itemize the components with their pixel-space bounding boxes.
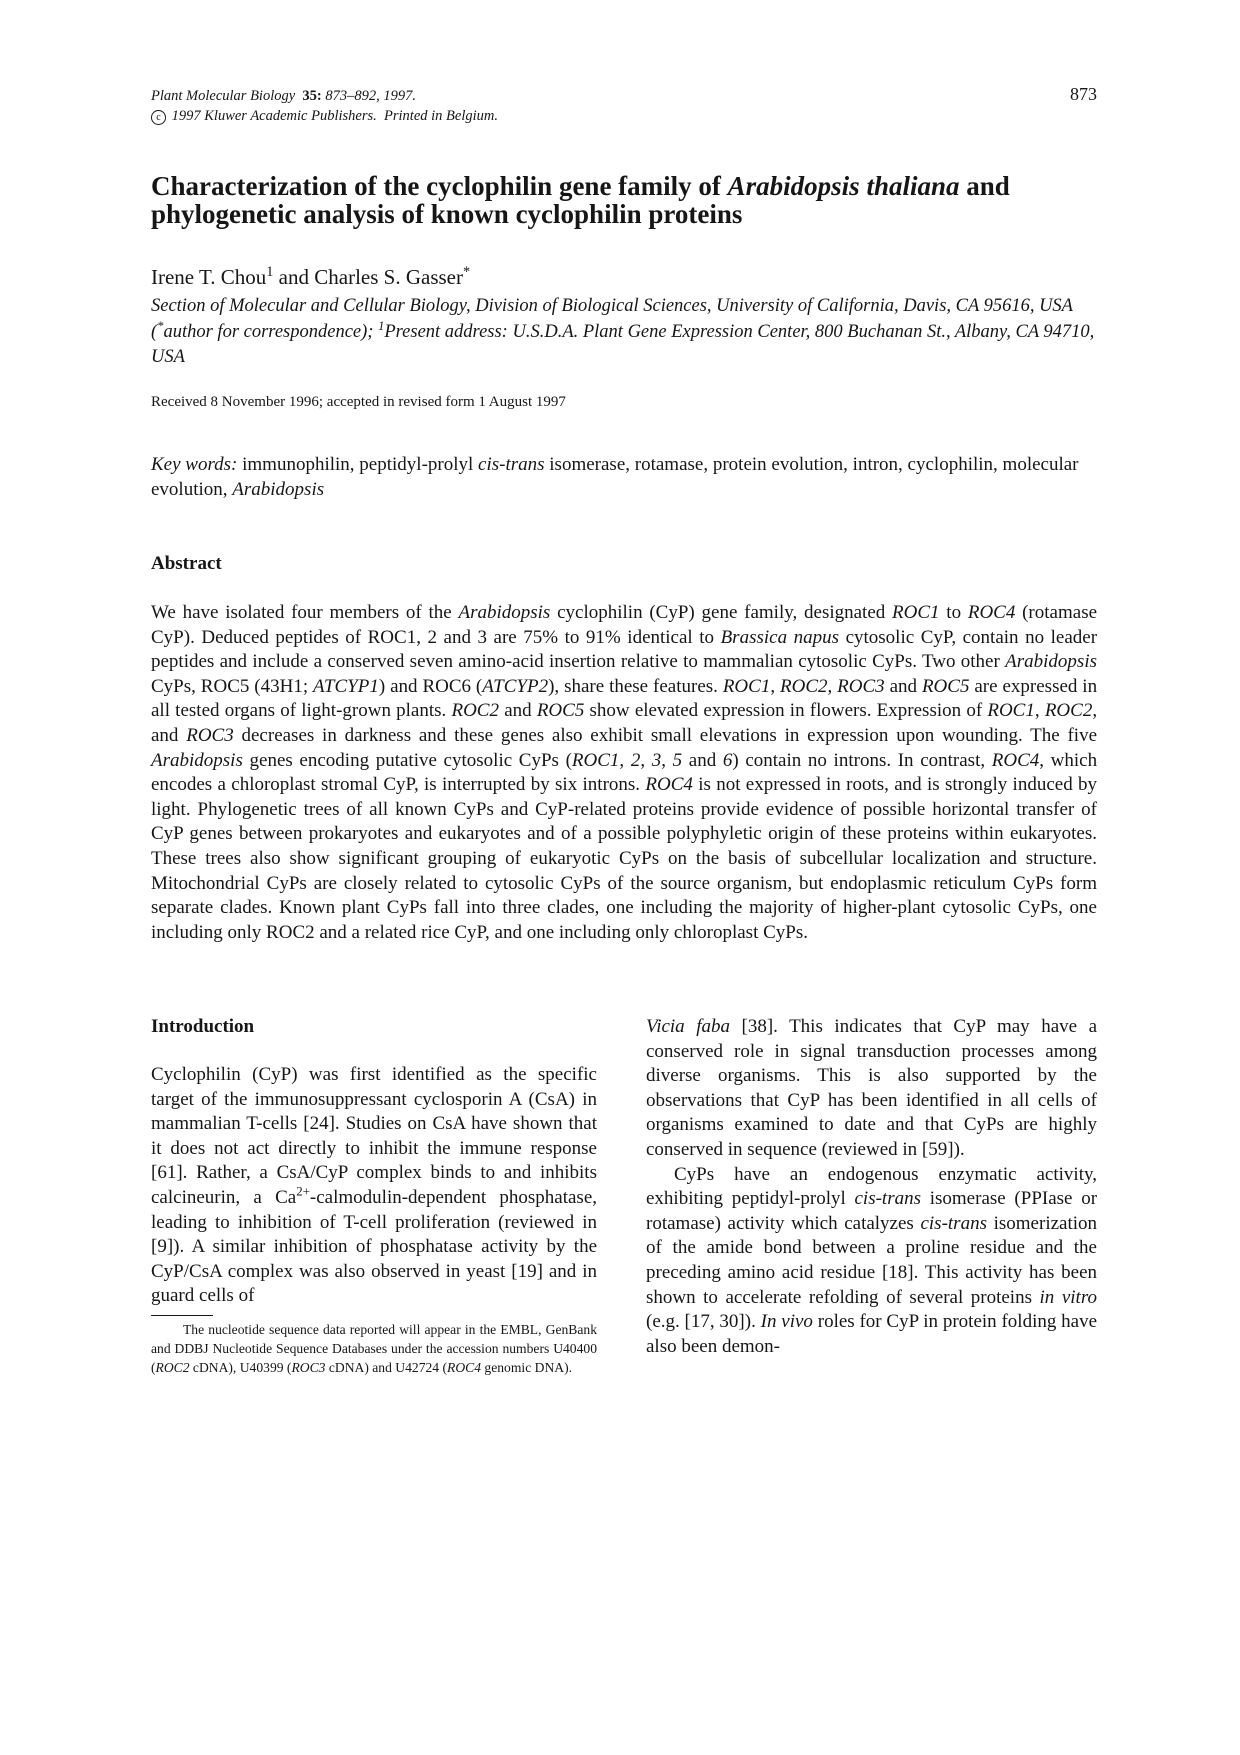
- running-header: [151, 86, 1097, 126]
- title-part2: and phylogenetic analysis of known cyclophilin proteins: [151, 171, 1010, 229]
- abstract-text: ) and ROC6 (: [378, 675, 483, 697]
- intro-italic: Vicia faba: [646, 1016, 730, 1037]
- footnote-italic: ROC2: [155, 1360, 190, 1375]
- abstract-text: genes encoding putative cytosolic CyPs (: [249, 749, 572, 771]
- abstract-italic: 3: [651, 749, 662, 771]
- keywords-italic: cis-trans: [478, 454, 545, 475]
- intro-text: (e.g. [17, 30]).: [646, 1311, 756, 1333]
- correspondence-note: author for correspondence);: [163, 321, 379, 342]
- abstract-text: ,: [661, 749, 666, 771]
- abstract-text: ,: [827, 675, 833, 697]
- journal-name: Plant Molecular Biology: [151, 88, 296, 104]
- title-species: Arabidopsis thaliana: [727, 171, 960, 201]
- abstract-italic: ROC5: [536, 700, 585, 722]
- abstract-italic: ROC4: [991, 749, 1040, 771]
- author-list: [151, 264, 1097, 290]
- abstract-italic: ROC4: [645, 774, 693, 796]
- present-address-mark: 1: [378, 318, 385, 333]
- abstract-italic: ROC3: [837, 675, 885, 697]
- abstract-text: CyPs, ROC5 (43H1;: [151, 675, 309, 697]
- abstract-italic: ROC1: [892, 602, 940, 623]
- keywords-italic: Arabidopsis: [232, 478, 325, 500]
- article-title: [151, 172, 1097, 228]
- abstract-heading: Abstract: [151, 553, 222, 574]
- abstract-italic: 5: [672, 749, 683, 771]
- intro-superscript: 2+: [296, 1183, 310, 1199]
- intro-text: -calmodulin-dependent phosphatase, leading to inhibition of T-cell proliferation (reviewed in [9]). A similar inhibition of phosphatase activity by the CyP/CsA complex was also observed in yeast [19] and in guard cells of: [151, 1186, 597, 1307]
- page-range: 873–892, 1997.: [325, 88, 417, 104]
- abstract-text: cytosolic CyP, contain no leader peptides and include a conserved seven amino-acid insertion relative to mammalian cytosolic CyPs. Two other: [151, 626, 1098, 673]
- abstract-text: (rotamase CyP). Deduced peptides of ROC1, 2 and 3 are 75% to 91% identical to: [151, 602, 1098, 648]
- abstract-text: ,: [1034, 700, 1040, 722]
- abstract-italic: ROC4: [967, 602, 1016, 623]
- affiliation: [151, 294, 1097, 371]
- abstract-italic: 2: [630, 749, 641, 771]
- keywords: [151, 453, 1097, 502]
- abstract-italic: ROC1: [571, 749, 620, 771]
- abstract-italic: 6: [722, 749, 733, 771]
- citation-line: [151, 86, 1097, 106]
- abstract-text: ,: [640, 749, 646, 771]
- author-2: Charles S. Gasser: [314, 265, 463, 289]
- page-number: 873: [1070, 84, 1097, 104]
- abstract-italic: ROC5: [921, 675, 970, 697]
- abstract-text: , and: [151, 700, 1098, 746]
- abstract-italic: Arabidopsis: [458, 602, 551, 623]
- introduction-heading: Introduction: [151, 1016, 255, 1037]
- received-dates: Received 8 November 1996; accepted in revised form 1 August 1997: [151, 394, 566, 410]
- intro-text: isomerase (PPIase or rotamase) activity which catalyzes: [646, 1188, 1098, 1234]
- abstract-text: , which encodes a chloroplast stromal CyP, is interrupted by six introns.: [151, 749, 1098, 796]
- abstract-italic: ROC1: [987, 700, 1035, 722]
- intro-paragraph-1-continued: [646, 1015, 1097, 1163]
- abstract-italic: ATCYP1: [313, 675, 379, 697]
- abstract-text: is not expressed in roots, and is strongly induced by light. Phylogenetic trees of all known CyPs and CyP-related proteins provide evidence of possible horizontal transfer of CyP genes between prokaryotes and eukaryotes and of a possible polyphyletic origin of these proteins within eukaryotes. These trees also show significant grouping of eukaryotic CyPs on the basis of subcellular localization and structure. Mitochondrial CyPs are closely related to cytosolic CyPs of the source organism, but endoplasmic reticulum CyPs form separate clades. Known plant CyPs fall into three clades, one including the majority of higher-plant cytosolic CyPs, one including only ROC2 and a related rice CyP, and one including only chloroplast CyPs.: [151, 774, 1098, 943]
- intro-text: CyPs have an endogenous enzymatic activity, exhibiting peptidyl-prolyl: [646, 1163, 1097, 1210]
- abstract-text: ,: [619, 749, 625, 771]
- keywords-text: isomerase, rotamase, protein evolution, intron, cyclophilin, molecular evolution,: [151, 454, 1079, 500]
- abstract-italic: ROC2: [451, 700, 499, 722]
- footnote-rule: [151, 1315, 213, 1316]
- keywords-label: Key words:: [151, 454, 238, 475]
- publisher: Kluwer Academic Publishers.: [204, 108, 377, 124]
- abstract-text: and: [688, 749, 717, 771]
- author-1-mark: 1: [266, 264, 274, 280]
- abstract-italic: Brassica napus: [720, 626, 840, 648]
- abstract-text: show elevated expression in flowers. Expression of: [589, 700, 983, 722]
- intro-text: isomerization of the amide bond between a proline residue and the preceding amino acid residue [18]. This activity has been shown to accelerate refolding of several proteins: [646, 1212, 1098, 1308]
- volume: 35:: [302, 88, 322, 104]
- intro-italic: cis-trans: [920, 1212, 987, 1234]
- abstract-italic: ROC2: [780, 675, 828, 697]
- left-column: [151, 1015, 597, 1309]
- author-conjunction: and: [278, 265, 309, 289]
- copyright-year: 1997: [171, 108, 201, 124]
- abstract-text: ) contain no introns. In contrast,: [732, 749, 986, 771]
- abstract-text: We have isolated four members of the: [151, 602, 452, 623]
- abstract-text: are expressed in all tested organs of light-grown plants.: [151, 675, 1098, 722]
- present-address: Present address: U.S.D.A. Plant Gene Expression Center, 800 Buchanan St., Albany, CA 94710, USA: [151, 321, 1095, 367]
- abstract-text: decreases in darkness and these genes also exhibit small elevations in expression upon wounding. The five: [241, 724, 1098, 746]
- footnote-text: cDNA) and U42724 (: [328, 1360, 448, 1375]
- right-column: [646, 1015, 1097, 1359]
- abstract-text: cyclophilin (CyP) gene family, designated: [557, 602, 886, 623]
- keywords-text: immunophilin, peptidyl-prolyl: [242, 454, 474, 475]
- intro-italic: In vivo: [760, 1311, 813, 1333]
- abstract-body: [151, 601, 1097, 945]
- abstract-text: ), share these features.: [548, 675, 718, 697]
- intro-text: Cyclophilin (CyP) was first identified as the specific target of the immunosuppressant cyclosporin A (CsA) in mammalian T-cells [24]. Studies on CsA have shown that it does not act directly to inhibit the immune response [61]. Rather, a CsA/CyP complex binds to and inhibits calcineurin, a Ca: [151, 1064, 597, 1208]
- intro-italic: cis-trans: [854, 1188, 921, 1210]
- footnote-italic: ROC3: [291, 1360, 326, 1375]
- copyright-line: [151, 106, 1097, 126]
- abstract-text: to: [946, 602, 962, 623]
- footnote-text: The nucleotide sequence data reported will appear in the EMBL, GenBank and DDBJ Nucleotide Sequence Databases under the accession numbers U40400 (: [151, 1322, 597, 1375]
- abstract-italic: Arabidopsis: [1005, 651, 1097, 673]
- author-2-mark: *: [462, 264, 471, 280]
- abstract-italic: ROC1: [722, 675, 771, 697]
- abstract-italic: Arabidopsis: [151, 749, 243, 771]
- author-1: Irene T. Chou: [151, 265, 267, 289]
- abstract-text: and: [889, 675, 918, 697]
- correspondence-mark: *: [157, 318, 164, 333]
- abstract-text: ,: [770, 675, 776, 697]
- footnote-italic: ROC4: [447, 1360, 482, 1375]
- footnote-text: cDNA), U40399 (: [192, 1360, 292, 1375]
- intro-paragraph-2: [646, 1163, 1097, 1360]
- intro-italic: in vitro: [1039, 1286, 1098, 1308]
- footnote-text: genomic DNA).: [484, 1360, 573, 1375]
- printed-note: Printed in Belgium.: [384, 108, 498, 124]
- abstract-italic: ROC3: [186, 724, 234, 746]
- abstract-italic: ATCYP2: [482, 675, 549, 697]
- affiliation-main: Section of Molecular and Cellular Biology, Division of Biological Sciences, University of California, Davis, CA 95616, USA (: [151, 296, 1073, 342]
- abstract-italic: ROC2: [1044, 700, 1093, 722]
- intro-paragraph-1: [151, 1063, 597, 1309]
- title-part1: Characterization of the cyclophilin gene family of: [151, 171, 721, 201]
- abstract-text: and: [504, 700, 532, 722]
- copyright-icon: c: [151, 110, 166, 125]
- footnote: [151, 1320, 597, 1377]
- intro-text: [38]. This indicates that CyP may have a conserved role in signal transduction processes among diverse organisms. This is also supported by the observations that CyP has been identified in all cells of organisms examined to date and that CyPs are highly conserved in sequence (reviewed in [59]).: [646, 1016, 1098, 1160]
- intro-text: roles for CyP in protein folding have also been demon-: [646, 1311, 1098, 1357]
